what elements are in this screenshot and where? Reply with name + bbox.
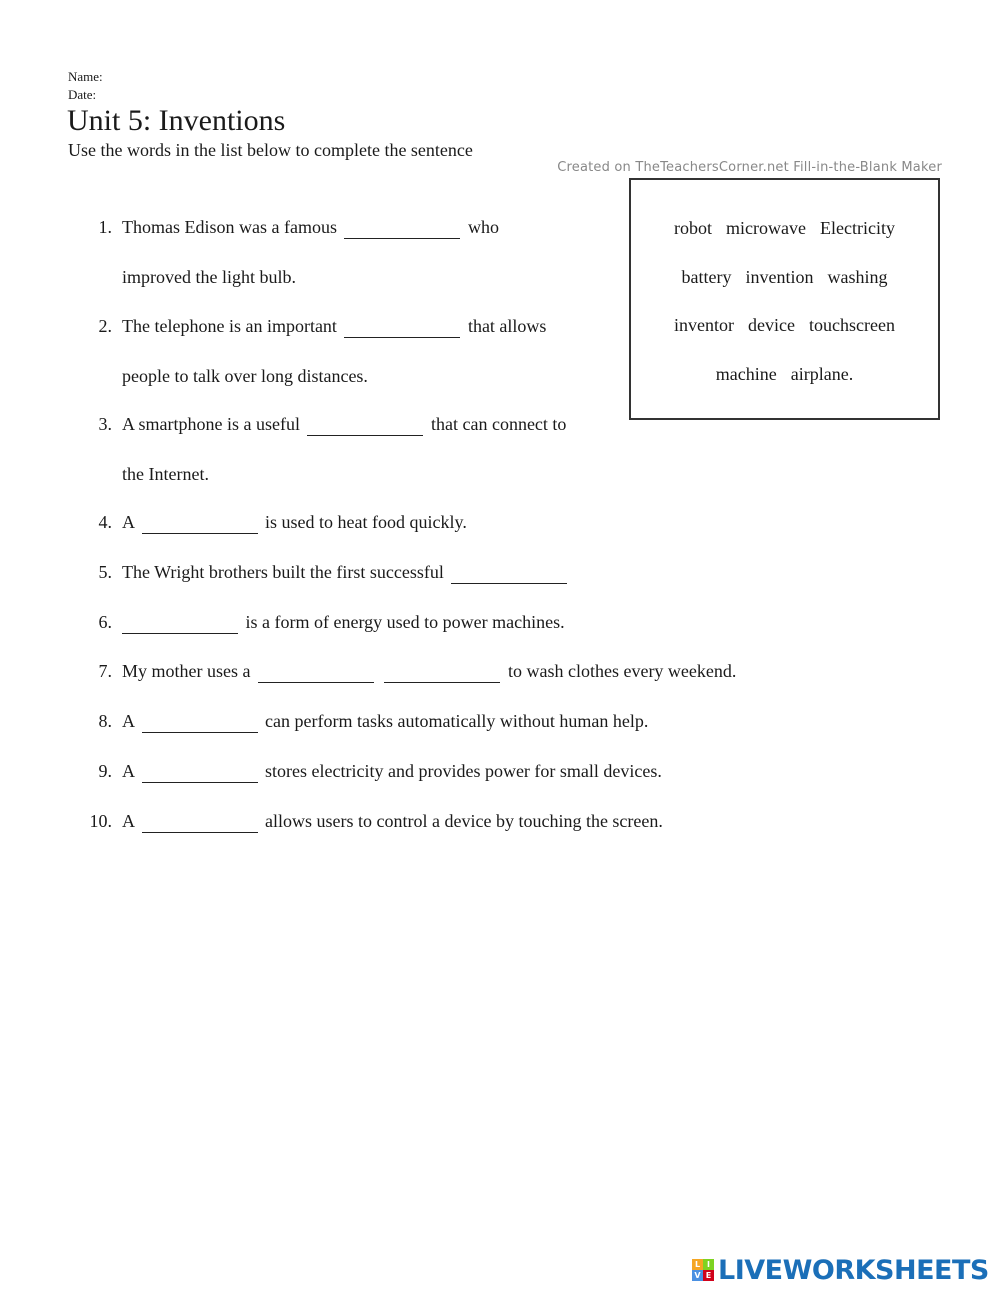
word-bank-row	[631, 363, 938, 385]
word-item: microwave	[726, 218, 806, 238]
question-3	[122, 413, 566, 436]
question-number: 5.	[98, 562, 112, 582]
question-text: A smartphone is a useful	[122, 414, 300, 434]
question-number: 8.	[98, 711, 112, 731]
word-item: inventor	[674, 315, 735, 335]
question-text: My mother uses a	[122, 661, 251, 681]
question-number: 4.	[98, 512, 112, 532]
question-8	[122, 710, 648, 733]
word-bank-row	[631, 314, 938, 336]
answer-blank[interactable]	[142, 513, 258, 534]
name-label: Name:	[68, 69, 103, 84]
question-3-continued: the Internet.	[122, 464, 209, 484]
question-2-continued: people to talk over long distances.	[122, 366, 368, 386]
question-text: stores electricity and provides power for small devices.	[265, 761, 662, 781]
question-9	[122, 760, 662, 783]
question-text: is a form of energy used to power machines.	[245, 612, 565, 632]
question-number: 2.	[98, 316, 112, 336]
question-text: A	[122, 512, 135, 532]
word-item: battery	[681, 267, 732, 287]
answer-blank[interactable]	[344, 218, 460, 239]
question-text: The Wright brothers built the first successful	[122, 562, 444, 582]
word-bank-row	[631, 266, 938, 288]
answer-blank[interactable]	[258, 662, 374, 683]
word-bank-row	[631, 217, 938, 239]
answer-blank[interactable]	[142, 712, 258, 733]
credit-line: Created on TheTeachersCorner.net Fill-in-the-Blank Maker	[557, 160, 942, 175]
question-text: A	[122, 711, 135, 731]
question-1-continued: improved the light bulb.	[122, 267, 296, 287]
question-text: that can connect to	[430, 414, 567, 434]
answer-blank[interactable]	[142, 812, 258, 833]
logo-icon	[692, 1259, 714, 1281]
word-item: device	[748, 315, 795, 335]
word-item: washing	[827, 267, 888, 287]
word-item: airplane.	[790, 364, 854, 384]
question-6	[119, 611, 565, 634]
word-bank	[629, 178, 940, 420]
question-text: can perform tasks automatically without human help.	[265, 711, 649, 731]
logo-letter: L	[692, 1259, 703, 1270]
word-item: invention	[745, 267, 814, 287]
logo-text: LIVEWORKSHEETS	[718, 1254, 989, 1286]
question-text: A	[122, 811, 135, 831]
question-text: The telephone is an important	[122, 316, 337, 336]
answer-blank[interactable]	[344, 317, 460, 338]
question-5	[122, 561, 570, 584]
page-title: Unit 5: Inventions	[67, 104, 286, 137]
question-text: is used to heat food quickly.	[265, 512, 467, 532]
liveworksheets-logo	[692, 1255, 989, 1285]
answer-blank[interactable]	[307, 415, 423, 436]
answer-blank[interactable]	[122, 613, 238, 634]
instructions: Use the words in the list below to complete the sentence	[68, 140, 473, 160]
question-number: 7.	[98, 661, 112, 681]
question-number: 9.	[98, 761, 112, 781]
question-number: 6.	[98, 612, 112, 632]
logo-letter: E	[703, 1270, 714, 1281]
question-10	[122, 810, 663, 833]
answer-blank[interactable]	[142, 762, 258, 783]
question-text: to wash clothes every weekend.	[507, 661, 737, 681]
answer-blank[interactable]	[384, 662, 500, 683]
word-item: Electricity	[820, 218, 895, 238]
question-text: A	[122, 761, 135, 781]
question-number: 3.	[98, 414, 112, 434]
question-number: 10.	[89, 811, 112, 831]
question-text: allows users to control a device by touching the screen.	[265, 811, 663, 831]
question-text: that allows	[467, 316, 547, 336]
question-number: 1.	[98, 217, 112, 237]
question-text: Thomas Edison was a famous	[122, 217, 337, 237]
logo-letter: V	[692, 1270, 703, 1281]
question-2	[122, 315, 546, 338]
word-item: machine	[715, 364, 777, 384]
logo-letter: I	[703, 1259, 714, 1270]
question-text: who	[467, 217, 499, 237]
question-7	[122, 660, 736, 683]
word-item: touchscreen	[809, 315, 895, 335]
answer-blank[interactable]	[451, 563, 567, 584]
question-1	[122, 216, 499, 239]
question-4	[122, 511, 467, 534]
word-item: robot	[674, 218, 713, 238]
date-label: Date:	[68, 87, 97, 102]
